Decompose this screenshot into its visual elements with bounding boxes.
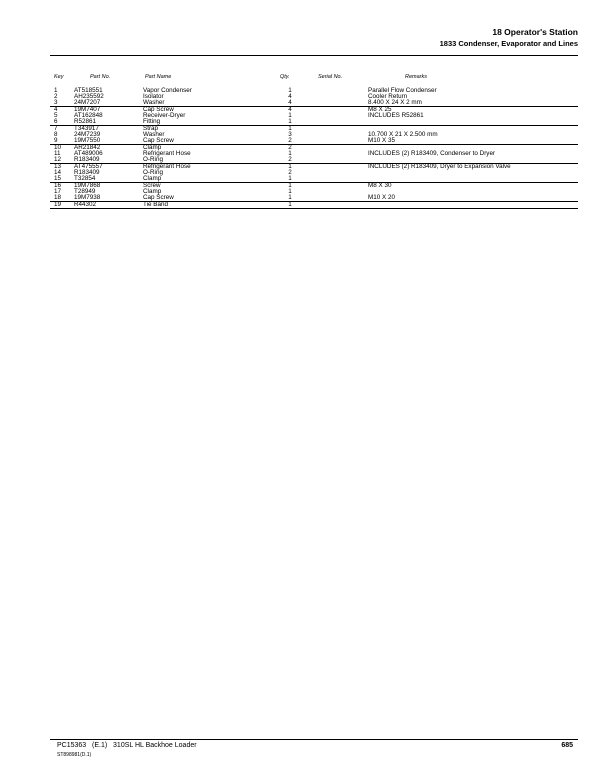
part-remarks: M10 X 20: [368, 194, 395, 201]
part-key: 12: [54, 156, 62, 163]
part-remarks: M8 X 25: [368, 106, 392, 113]
part-key: 5: [54, 112, 58, 119]
part-qty: 1: [288, 182, 292, 189]
part-name: Fitting: [143, 118, 161, 125]
part-qty: 1: [288, 194, 292, 201]
group-title: 1833 Condenser, Evaporator and Lines: [439, 39, 578, 48]
part-key: 14: [54, 169, 62, 176]
page-header: [440, 27, 578, 49]
footer-publication: PC15363 (E.1) 310SL HL Backhoe Loader: [57, 742, 197, 749]
part-name: Clamp: [143, 144, 162, 151]
part-remarks: INCLUDES (2) R183409, Dryer to Expansion Valve: [368, 163, 511, 170]
part-number: AT518551: [74, 87, 103, 94]
part-number: R44302: [74, 201, 97, 208]
part-key: 3: [54, 99, 58, 106]
part-name: Clamp: [143, 175, 162, 182]
part-key: 9: [54, 137, 58, 144]
table-row: [50, 119, 578, 125]
footer-code: ST898981(D.1): [57, 752, 92, 758]
part-qty: 2: [288, 156, 292, 163]
part-number: 19M7550: [74, 137, 101, 144]
column-header-qty: Qty.: [280, 74, 290, 80]
part-number: AT162848: [74, 112, 103, 119]
section-title: 18 Operator's Station: [492, 27, 578, 37]
header-divider: [50, 55, 578, 56]
part-remarks: Parallel Flow Condenser: [368, 87, 437, 94]
part-key: 13: [54, 163, 62, 170]
part-name: Tie Band: [143, 201, 168, 208]
table-row: [50, 202, 578, 208]
part-number: AT489006: [74, 150, 103, 157]
part-key: 15: [54, 175, 62, 182]
part-key: 4: [54, 106, 58, 113]
part-remarks: M8 X 30: [368, 182, 392, 189]
page-number: 685: [561, 742, 573, 749]
part-key: 16: [54, 182, 62, 189]
part-key: 19: [54, 201, 62, 208]
part-remarks: INCLUDES (2) R183409, Condenser to Dryer: [368, 150, 496, 157]
part-qty: 2: [288, 137, 292, 144]
part-number: 19M7407: [74, 106, 101, 113]
part-group: [50, 107, 578, 126]
part-number: 19M7938: [74, 194, 101, 201]
part-qty: 4: [288, 93, 292, 100]
part-remarks: 8.400 X 24 X 2 mm: [368, 99, 422, 106]
part-group: [50, 164, 578, 183]
part-key: 1: [54, 87, 58, 94]
part-group: [50, 183, 578, 202]
part-qty: 4: [288, 106, 292, 113]
part-number: T28949: [74, 188, 96, 195]
part-key: 8: [54, 131, 58, 138]
part-qty: 1: [288, 112, 292, 119]
part-remarks: Cooler Return: [368, 93, 408, 100]
part-name: Cap Screw: [143, 137, 174, 144]
part-name: Cap Screw: [143, 106, 174, 113]
part-key: 18: [54, 194, 62, 201]
part-name: O-Ring: [143, 156, 163, 163]
part-group: [50, 202, 578, 209]
part-qty: 1: [288, 87, 292, 94]
part-number: AT475557: [74, 163, 103, 170]
parts-table: [50, 88, 578, 209]
table-row: [50, 195, 578, 201]
part-qty: 1: [288, 150, 292, 157]
part-name: Refrigerant Hose: [143, 150, 191, 157]
part-qty: 4: [288, 99, 292, 106]
part-key: 7: [54, 125, 58, 132]
part-number: R183409: [74, 169, 100, 176]
part-name: Washer: [143, 99, 165, 106]
part-key: 6: [54, 118, 58, 125]
column-header-serial-no: Serial No.: [318, 74, 343, 80]
part-number: 24M7207: [74, 99, 101, 106]
part-name: Vapor Condenser: [143, 87, 192, 94]
part-qty: 1: [288, 188, 292, 195]
column-header-part-no: Part No.: [90, 74, 111, 80]
part-number: AH235592: [74, 93, 104, 100]
part-number: T32854: [74, 175, 96, 182]
part-number: 19M7868: [74, 182, 101, 189]
part-number: AR21842: [74, 144, 101, 151]
part-number: R183409: [74, 156, 100, 163]
part-number: 24M7239: [74, 131, 101, 138]
column-header-remarks: Remarks: [405, 74, 428, 80]
table-row: [50, 176, 578, 182]
part-number: R52861: [74, 118, 97, 125]
part-qty: 1: [288, 201, 292, 208]
part-qty: 1: [288, 163, 292, 170]
part-group: [50, 88, 578, 107]
part-qty: 2: [288, 169, 292, 176]
part-key: 11: [54, 150, 61, 157]
part-key: 10: [54, 144, 62, 151]
part-remarks: INCLUDES R52861: [368, 112, 424, 119]
column-header-part-name: Part Name: [145, 74, 172, 80]
column-header-key: Key: [54, 74, 64, 80]
part-remarks: 10.700 X 21 X 2.500 mm: [368, 131, 438, 138]
part-name: Screw: [143, 182, 161, 189]
part-qty: 1: [288, 175, 292, 182]
part-name: Clamp: [143, 188, 162, 195]
part-number: T343917: [74, 125, 99, 132]
part-name: Washer: [143, 131, 165, 138]
table-row: [50, 138, 578, 144]
part-key: 17: [54, 188, 62, 195]
part-key: 2: [54, 93, 58, 100]
part-name: O-Ring: [143, 169, 163, 176]
part-remarks: M10 X 35: [368, 137, 395, 144]
part-group: [50, 126, 578, 145]
part-qty: 3: [288, 131, 292, 138]
part-qty: 1: [288, 125, 292, 132]
part-name: Refrigerant Hose: [143, 163, 191, 170]
footer-divider: [50, 739, 578, 740]
part-name: Strap: [143, 125, 159, 132]
part-name: Cap Screw: [143, 194, 174, 201]
part-name: Isolator: [143, 93, 164, 100]
part-group: [50, 145, 578, 164]
table-row: [50, 100, 578, 106]
part-qty: 2: [288, 144, 292, 151]
part-name: Receiver-Dryer: [143, 112, 186, 119]
part-qty: 1: [288, 118, 292, 125]
